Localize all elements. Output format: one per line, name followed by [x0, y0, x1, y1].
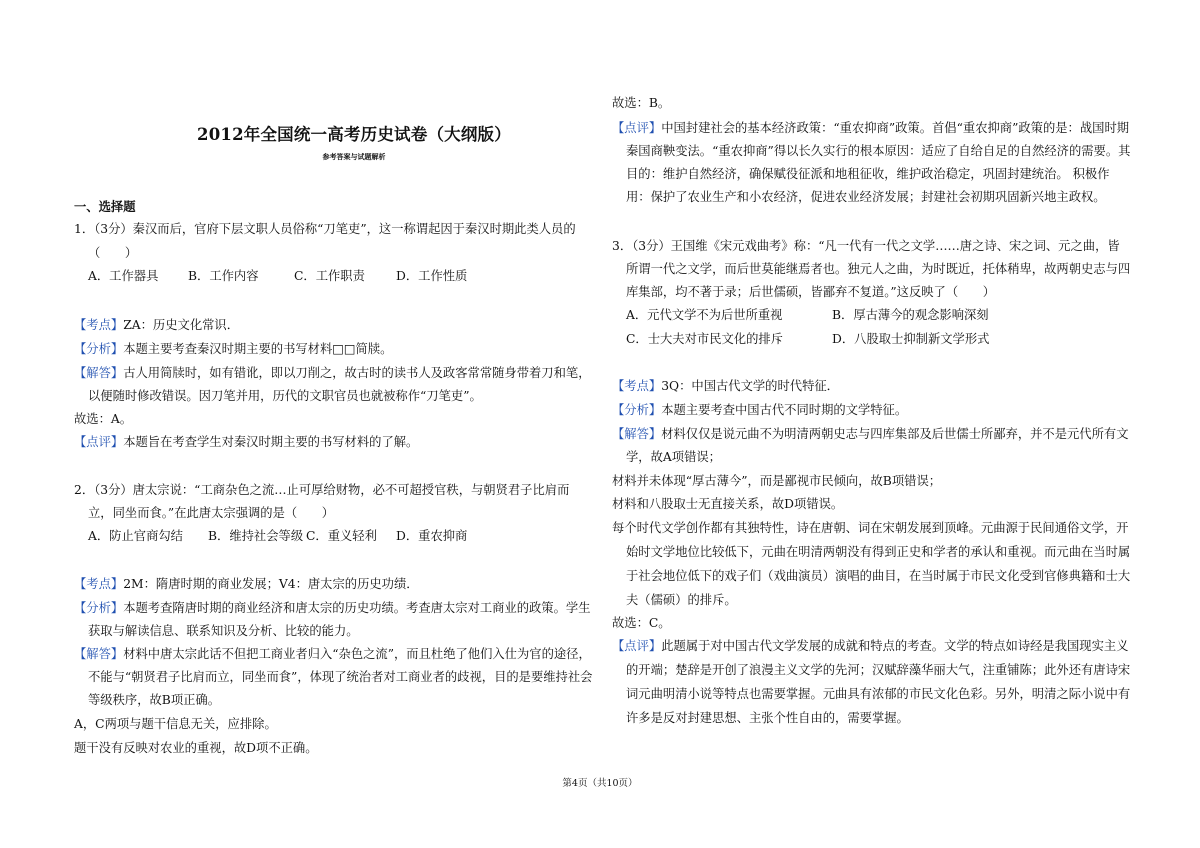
q3-dianping-line2: 的开端；楚辞是开创了浪漫主义文学的先河；汉赋辞藻华丽大气，注重铺陈；此外还有唐诗宋 [626, 663, 1131, 677]
kaodian-text: ZA：历史文化常识． [123, 318, 240, 332]
page-title: 2012年全国统一高考历史试卷（大纲版） [197, 125, 511, 144]
dianping-tag: 【点评】 [612, 639, 662, 653]
fenxi-text: 本题主要考查中国古代不同时期的文学特征。 [661, 403, 908, 417]
q2-jieda [74, 646, 591, 662]
q2-jieda-line2: 不能与“朝贤君子比肩而立，同坐而食”，体现了统治者对工商业者的歧视，目的是要维持社会 [88, 670, 593, 684]
kaodian-text: 2M：隋唐时期的商业发展；V4：唐太宗的历史功绩． [123, 577, 419, 591]
fenxi-tag: 【分析】 [74, 342, 124, 356]
jieda-tag: 【解答】 [74, 366, 124, 380]
q2-extra-line1: A，C两项与题干信息无关，应排除。 [74, 717, 277, 731]
q2-option-a: A．防止官商勾结 [88, 529, 183, 543]
q3-dianping [612, 638, 1129, 654]
fenxi-tag: 【分析】 [74, 601, 124, 615]
q3-option-c: C．士大夫对市民文化的排斥 [626, 332, 783, 346]
q2-dianping-line3: 目的：维护自然经济，确保赋役征派和地租征收，维护政治稳定，巩固封建统治。 积极作 [626, 167, 1110, 181]
dianping-text: 本题旨在考查学生对秦汉时期主要的书写材料的了解。 [123, 435, 419, 449]
q3-option-d: D．八股取士抑制新文学形式 [832, 332, 990, 346]
dianping-text: 中国封建社会的基本经济政策：“重农抑商”政策。首倡“重农抑商”政策的是：战国时期 [661, 121, 1130, 135]
q3-fenxi [612, 402, 907, 418]
dianping-tag: 【点评】 [612, 121, 662, 135]
kaodian-tag: 【考点】 [74, 577, 124, 591]
kaodian-tag: 【考点】 [74, 318, 124, 332]
q1-option-d: D．工作性质 [396, 269, 468, 283]
q1-option-a: A．工作器具 [88, 269, 159, 283]
kaodian-text: 3Q：中国古代文学的时代特征． [661, 379, 839, 393]
q2-option-c: C．重义轻利 [306, 529, 377, 543]
fenxi-tag: 【分析】 [612, 403, 662, 417]
q3-dianping-line3: 词元曲明清小说等特点也需要掌握。元曲具有浓郁的市民文化色彩。另外，明清之际小说中有 [626, 687, 1131, 701]
q2-stem-line2: 立，同坐而食。”在此唐太宗强调的是（ ） [88, 506, 335, 520]
q2-fenxi [74, 600, 591, 616]
jieda-tag: 【解答】 [74, 647, 124, 661]
jieda-text: 古人用简牍时，如有错讹，即以刀削之，故古时的读书人及政客常常随身带着刀和笔， [123, 366, 591, 380]
q2-kaodian [74, 576, 419, 592]
section-heading: 一、选择题 [74, 199, 136, 214]
q3-jieda-line2: 学，故A项错误； [626, 450, 721, 464]
q3-stem-line2: 所谓一代之文学，而后世莫能继焉者也。独元人之曲，为时既近，托体稍卑，故两朝史志与四 [626, 262, 1131, 276]
q3-option-b: B．厚古薄今的观念影响深刻 [832, 308, 989, 322]
q3-stem-line1: 3．（3分）王国维《宋元戏曲考》称：“凡一代有一代之文学……唐之诗、宋之词、元之曲，皆 [612, 239, 1120, 253]
q3-para3-line1: 每个时代文学创作都有其独特性，诗在唐朝、词在宋朝发展到顶峰。元曲源于民间通俗文学，开 [612, 521, 1129, 535]
q2-dianping-line4: 用：保护了农业生产和小农经济，促进农业经济发展；封建社会初期巩固新兴地主政权。 [626, 190, 1106, 204]
q2-option-b: B．维持社会等级 [208, 529, 304, 543]
dianping-tag: 【点评】 [74, 435, 124, 449]
q3-para3-line2: 始时文学地位比较低下，元曲在明清两朝没有得到正史和学者的承认和重视。而元曲在当时属 [626, 545, 1131, 559]
q1-dianping [74, 434, 418, 450]
q2-extra-line2: 题干没有反映对农业的重视，故D项不正确。 [74, 741, 318, 755]
q3-answer: 故选：C。 [612, 616, 671, 630]
jieda-text: 材料中唐太宗此话不但把工商业者归入“杂色之流”，而且杜绝了他们入仕为官的途径， [123, 647, 591, 661]
fenxi-text: 本题主要考查秦汉时期主要的书写材料□□简牍。 [123, 342, 393, 356]
q3-para3-line4: 夫（儒硕）的排斥。 [626, 593, 737, 607]
kaodian-tag: 【考点】 [612, 379, 662, 393]
q3-kaodian [612, 378, 839, 394]
q2-jieda-line3: 等级秩序，故B项正确。 [88, 693, 221, 707]
fenxi-text: 本题考查隋唐时期的商业经济和唐太宗的历史功绩。考查唐太宗对工商业的政策。学生 [123, 601, 591, 615]
jieda-text: 材料仅仅是说元曲不为明清两朝史志与四库集部及后世儒士所鄙弃，并不是元代所有文 [661, 427, 1129, 441]
q1-option-b: B．工作内容 [188, 269, 259, 283]
q3-para1: 材料并未体现“厚古薄今”，而是鄙视市民倾向，故B项错误； [612, 474, 942, 488]
q1-fenxi [74, 341, 392, 357]
q3-stem-line3: 库集部，均不著于录；后世儒硕，皆鄙弃不复道。”这反映了（ ） [626, 285, 996, 299]
q2-stem-line1: 2．（3分）唐太宗说：“工商杂色之流…止可厚给财物，必不可超授官秩，与朝贤君子比肩而 [74, 483, 570, 497]
dianping-text: 此题属于对中国古代文学发展的成就和特点的考查。文学的特点如诗经是我国现实主义 [661, 639, 1129, 653]
q1-option-c: C．工作职责 [294, 269, 365, 283]
q2-fenxi-line2: 获取与解读信息、联系知识及分析、比较的能力。 [88, 624, 359, 638]
q1-stem-line2: （ ） [88, 246, 138, 260]
page-footer: 第4页（共10页） [562, 778, 638, 789]
q1-answer: 故选：A。 [74, 412, 133, 426]
page-subtitle: 参考答案与试题解析 [322, 152, 386, 161]
q3-para3-line3: 于社会地位低下的戏子们（戏曲演员）演唱的曲目，在当时属于市民文化受到官修典籍和士大 [626, 569, 1131, 583]
q2-dianping [612, 120, 1129, 136]
q1-stem-line1: 1．（3分）秦汉而后，官府下层文职人员俗称“刀笔吏”，这一称谓起因于秦汉时期此类人员的 [74, 222, 576, 236]
jieda-tag: 【解答】 [612, 427, 662, 441]
q2-dianping-line2: 秦国商鞅变法。“重农抑商”得以长久实行的根本原因：适应了自给自足的自然经济的需要。其 [626, 144, 1131, 158]
q3-dianping-line4: 许多是反对封建思想、主张个性自由的，需要掌握。 [626, 711, 909, 725]
q1-kaodian [74, 317, 239, 333]
q3-jieda [612, 426, 1129, 442]
q1-jieda [74, 365, 591, 381]
q2-option-d: D．重农抑商 [396, 529, 468, 543]
q1-jieda-line2: 以便随时修改错误。因刀笔并用，历代的文职官员也就被称作“刀笔吏”。 [88, 389, 482, 403]
q2-answer: 故选：B。 [612, 96, 671, 110]
q3-option-a: A．元代文学不为后世所重视 [626, 308, 783, 322]
q3-para2: 材料和八股取士无直接关系，故D项错误。 [612, 497, 844, 511]
